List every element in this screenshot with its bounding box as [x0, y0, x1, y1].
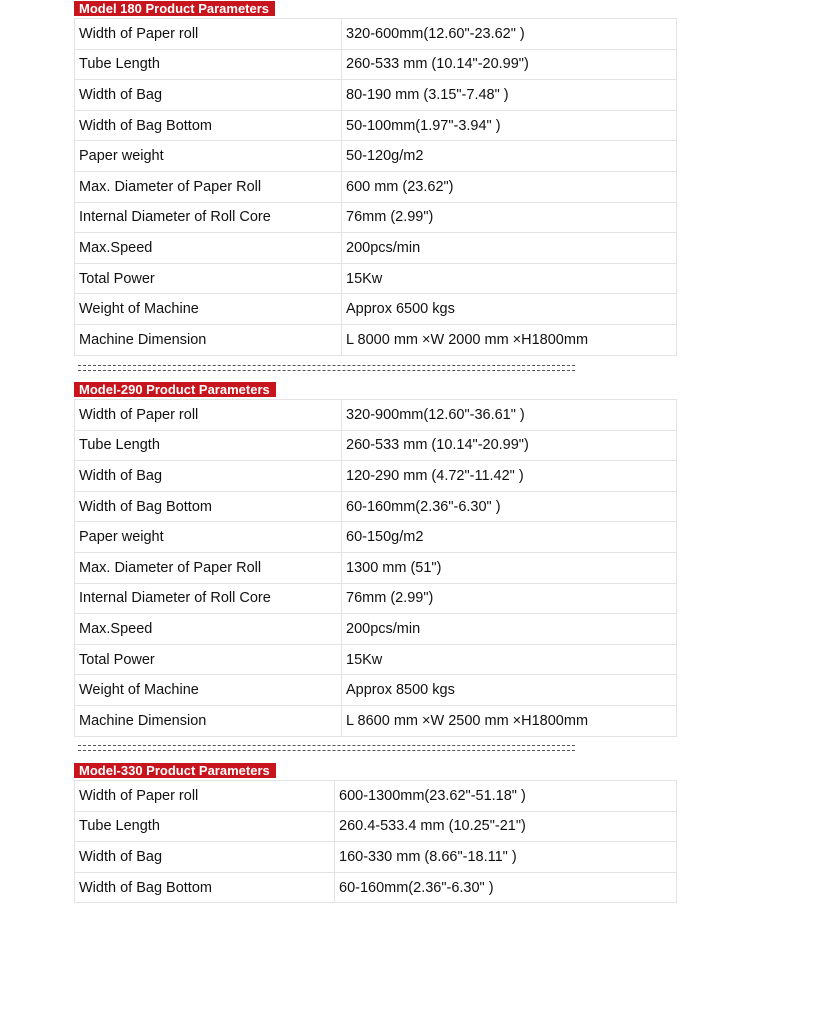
table-row — [75, 19, 677, 50]
param-value: 60-160mm(2.36"-6.30" ) — [335, 872, 677, 903]
table-row — [75, 872, 677, 903]
table-row — [75, 522, 677, 553]
param-label: Tube Length — [75, 430, 342, 461]
param-value: 50-100mm(1.97"-3.94" ) — [342, 110, 677, 141]
param-label: Weight of Machine — [75, 294, 342, 325]
table-row — [75, 49, 677, 80]
param-value: 60-160mm(2.36"-6.30" ) — [342, 491, 677, 522]
param-label: Total Power — [75, 263, 342, 294]
param-value: 600 mm (23.62") — [342, 171, 677, 202]
table-row — [75, 171, 677, 202]
param-label: Paper weight — [75, 141, 342, 172]
param-value: 15Kw — [342, 644, 677, 675]
param-label: Width of Paper roll — [75, 781, 335, 812]
table-row — [75, 705, 677, 736]
section-model-180 — [74, 0, 676, 356]
param-label: Internal Diameter of Roll Core — [75, 583, 342, 614]
table-row — [75, 614, 677, 645]
param-value: 60-150g/m2 — [342, 522, 677, 553]
param-label: Paper weight — [75, 522, 342, 553]
table-row — [75, 294, 677, 325]
table-row — [75, 202, 677, 233]
param-label: Width of Bag — [75, 80, 342, 111]
param-value: 80-190 mm (3.15"-7.48" ) — [342, 80, 677, 111]
table-row — [75, 400, 677, 431]
param-value: 76mm (2.99") — [342, 202, 677, 233]
param-label: Max. Diameter of Paper Roll — [75, 552, 342, 583]
param-value: 160-330 mm (8.66"-18.11" ) — [335, 842, 677, 873]
params-table — [74, 18, 677, 356]
param-label: Machine Dimension — [75, 705, 342, 736]
param-label: Total Power — [75, 644, 342, 675]
param-value: 260-533 mm (10.14"-20.99") — [342, 49, 677, 80]
param-value: 260.4-533.4 mm (10.25"-21") — [335, 811, 677, 842]
param-value: 200pcs/min — [342, 233, 677, 264]
param-label: Weight of Machine — [75, 675, 342, 706]
param-label: Max. Diameter of Paper Roll — [75, 171, 342, 202]
table-row — [75, 141, 677, 172]
section-model-290 — [74, 381, 676, 737]
table-row — [75, 430, 677, 461]
param-value: 50-120g/m2 — [342, 141, 677, 172]
table-row — [75, 675, 677, 706]
param-label: Tube Length — [75, 811, 335, 842]
param-value: 1300 mm (51") — [342, 552, 677, 583]
param-label: Width of Paper roll — [75, 400, 342, 431]
divider — [78, 745, 575, 751]
table-row — [75, 461, 677, 492]
param-value: 76mm (2.99") — [342, 583, 677, 614]
param-value: 15Kw — [342, 263, 677, 294]
section-model-330 — [74, 762, 676, 903]
param-value: 320-900mm(12.60"-36.61" ) — [342, 400, 677, 431]
param-value: 320-600mm(12.60"-23.62" ) — [342, 19, 677, 50]
table-row — [75, 80, 677, 111]
table-row — [75, 781, 677, 812]
param-value: L 8600 mm ×W 2500 mm ×H1800mm — [342, 705, 677, 736]
param-label: Width of Paper roll — [75, 19, 342, 50]
divider — [78, 365, 575, 371]
param-value: L 8000 mm ×W 2000 mm ×H1800mm — [342, 324, 677, 355]
param-label: Internal Diameter of Roll Core — [75, 202, 342, 233]
param-label: Width of Bag — [75, 842, 335, 873]
param-value: 260-533 mm (10.14"-20.99") — [342, 430, 677, 461]
param-value: 120-290 mm (4.72"-11.42" ) — [342, 461, 677, 492]
param-value: Approx 6500 kgs — [342, 294, 677, 325]
param-value: Approx 8500 kgs — [342, 675, 677, 706]
table-row — [75, 233, 677, 264]
param-label: Tube Length — [75, 49, 342, 80]
table-row — [75, 324, 677, 355]
section-title: Model 180 Product Parameters — [74, 1, 275, 16]
param-label: Width of Bag — [75, 461, 342, 492]
table-row — [75, 583, 677, 614]
param-label: Width of Bag Bottom — [75, 491, 342, 522]
section-title: Model-290 Product Parameters — [74, 382, 276, 397]
params-table — [74, 780, 677, 903]
param-value: 600-1300mm(23.62"-51.18" ) — [335, 781, 677, 812]
table-row — [75, 644, 677, 675]
table-row — [75, 263, 677, 294]
params-table — [74, 399, 677, 737]
table-row — [75, 110, 677, 141]
table-row — [75, 842, 677, 873]
section-title: Model-330 Product Parameters — [74, 763, 276, 778]
table-row — [75, 552, 677, 583]
param-label: Width of Bag Bottom — [75, 872, 335, 903]
table-row — [75, 811, 677, 842]
param-label: Width of Bag Bottom — [75, 110, 342, 141]
param-label: Max.Speed — [75, 614, 342, 645]
param-label: Machine Dimension — [75, 324, 342, 355]
table-row — [75, 491, 677, 522]
param-label: Max.Speed — [75, 233, 342, 264]
param-value: 200pcs/min — [342, 614, 677, 645]
